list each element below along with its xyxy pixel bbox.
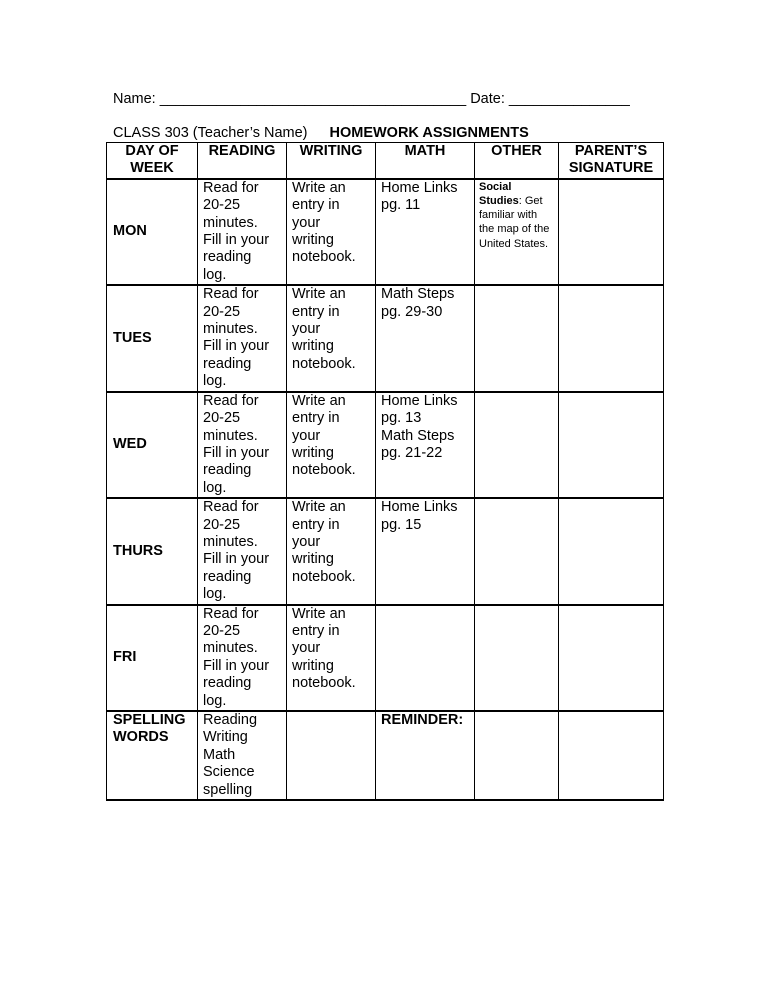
table-row [107, 285, 664, 391]
writing-cell: Write an entry in your writing notebook. [287, 498, 376, 604]
table-row [107, 392, 664, 498]
spelling-label-cell: SPELLING WORDS [107, 711, 198, 800]
signature-cell[interactable] [559, 605, 664, 711]
reading-cell: Read for 20-25 minutes. Fill in your reading log. [198, 285, 287, 391]
reminder-signature-cell[interactable] [559, 711, 664, 800]
spelling-row [107, 711, 664, 800]
spelling-writing-cell [287, 711, 376, 800]
table-row [107, 498, 664, 604]
column-header-signature: PARENT’S SIGNATURE [559, 143, 664, 179]
other-cell [475, 605, 559, 711]
reading-cell: Read for 20-25 minutes. Fill in your reading log. [198, 605, 287, 711]
other-cell [475, 179, 559, 285]
other-cell [475, 498, 559, 604]
reading-cell: Read for 20-25 minutes. Fill in your reading log. [198, 498, 287, 604]
math-cell: Home Links pg. 13 Math Steps pg. 21-22 [376, 392, 475, 498]
signature-cell[interactable] [559, 179, 664, 285]
day-cell: MON [107, 179, 198, 285]
other-text: : Get familiar with the map of the United States. [479, 195, 550, 250]
spelling-words-cell: Reading Writing Math Science spelling [198, 711, 287, 800]
math-cell: Math Steps pg. 29-30 [376, 285, 475, 391]
reading-cell: Read for 20-25 minutes. Fill in your reading log. [198, 179, 287, 285]
name-date-line: Name: ______________________________________ Date: _______________ [113, 91, 630, 107]
column-header-other: OTHER [475, 143, 559, 179]
day-cell: FRI [107, 605, 198, 711]
signature-cell[interactable] [559, 392, 664, 498]
math-cell: Home Links pg. 11 [376, 179, 475, 285]
math-cell [376, 605, 475, 711]
day-cell: TUES [107, 285, 198, 391]
column-header-reading: READING [198, 143, 287, 179]
writing-cell: Write an entry in your writing notebook. [287, 392, 376, 498]
day-cell: WED [107, 392, 198, 498]
table-header-row [107, 143, 664, 179]
table-row [107, 605, 664, 711]
class-label: CLASS 303 (Teacher’s Name) [113, 125, 308, 141]
other-cell [475, 392, 559, 498]
writing-cell: Write an entry in your writing notebook. [287, 605, 376, 711]
column-header-day: DAY OF WEEK [107, 143, 198, 179]
page-title: HOMEWORK ASSIGNMENTS [329, 125, 529, 141]
other-cell [475, 285, 559, 391]
day-cell: THURS [107, 498, 198, 604]
signature-cell[interactable] [559, 285, 664, 391]
other-heading: Social Studies [479, 180, 519, 208]
signature-cell[interactable] [559, 498, 664, 604]
table-row [107, 179, 664, 285]
column-header-writing: WRITING [287, 143, 376, 179]
homework-table [106, 142, 664, 801]
writing-cell: Write an entry in your writing notebook. [287, 285, 376, 391]
writing-cell: Write an entry in your writing notebook. [287, 179, 376, 285]
class-header [113, 125, 529, 141]
column-header-math: MATH [376, 143, 475, 179]
reading-cell: Read for 20-25 minutes. Fill in your reading log. [198, 392, 287, 498]
reminder-other-cell [475, 711, 559, 800]
math-cell: Home Links pg. 15 [376, 498, 475, 604]
reminder-label-cell: REMINDER: [376, 711, 475, 800]
